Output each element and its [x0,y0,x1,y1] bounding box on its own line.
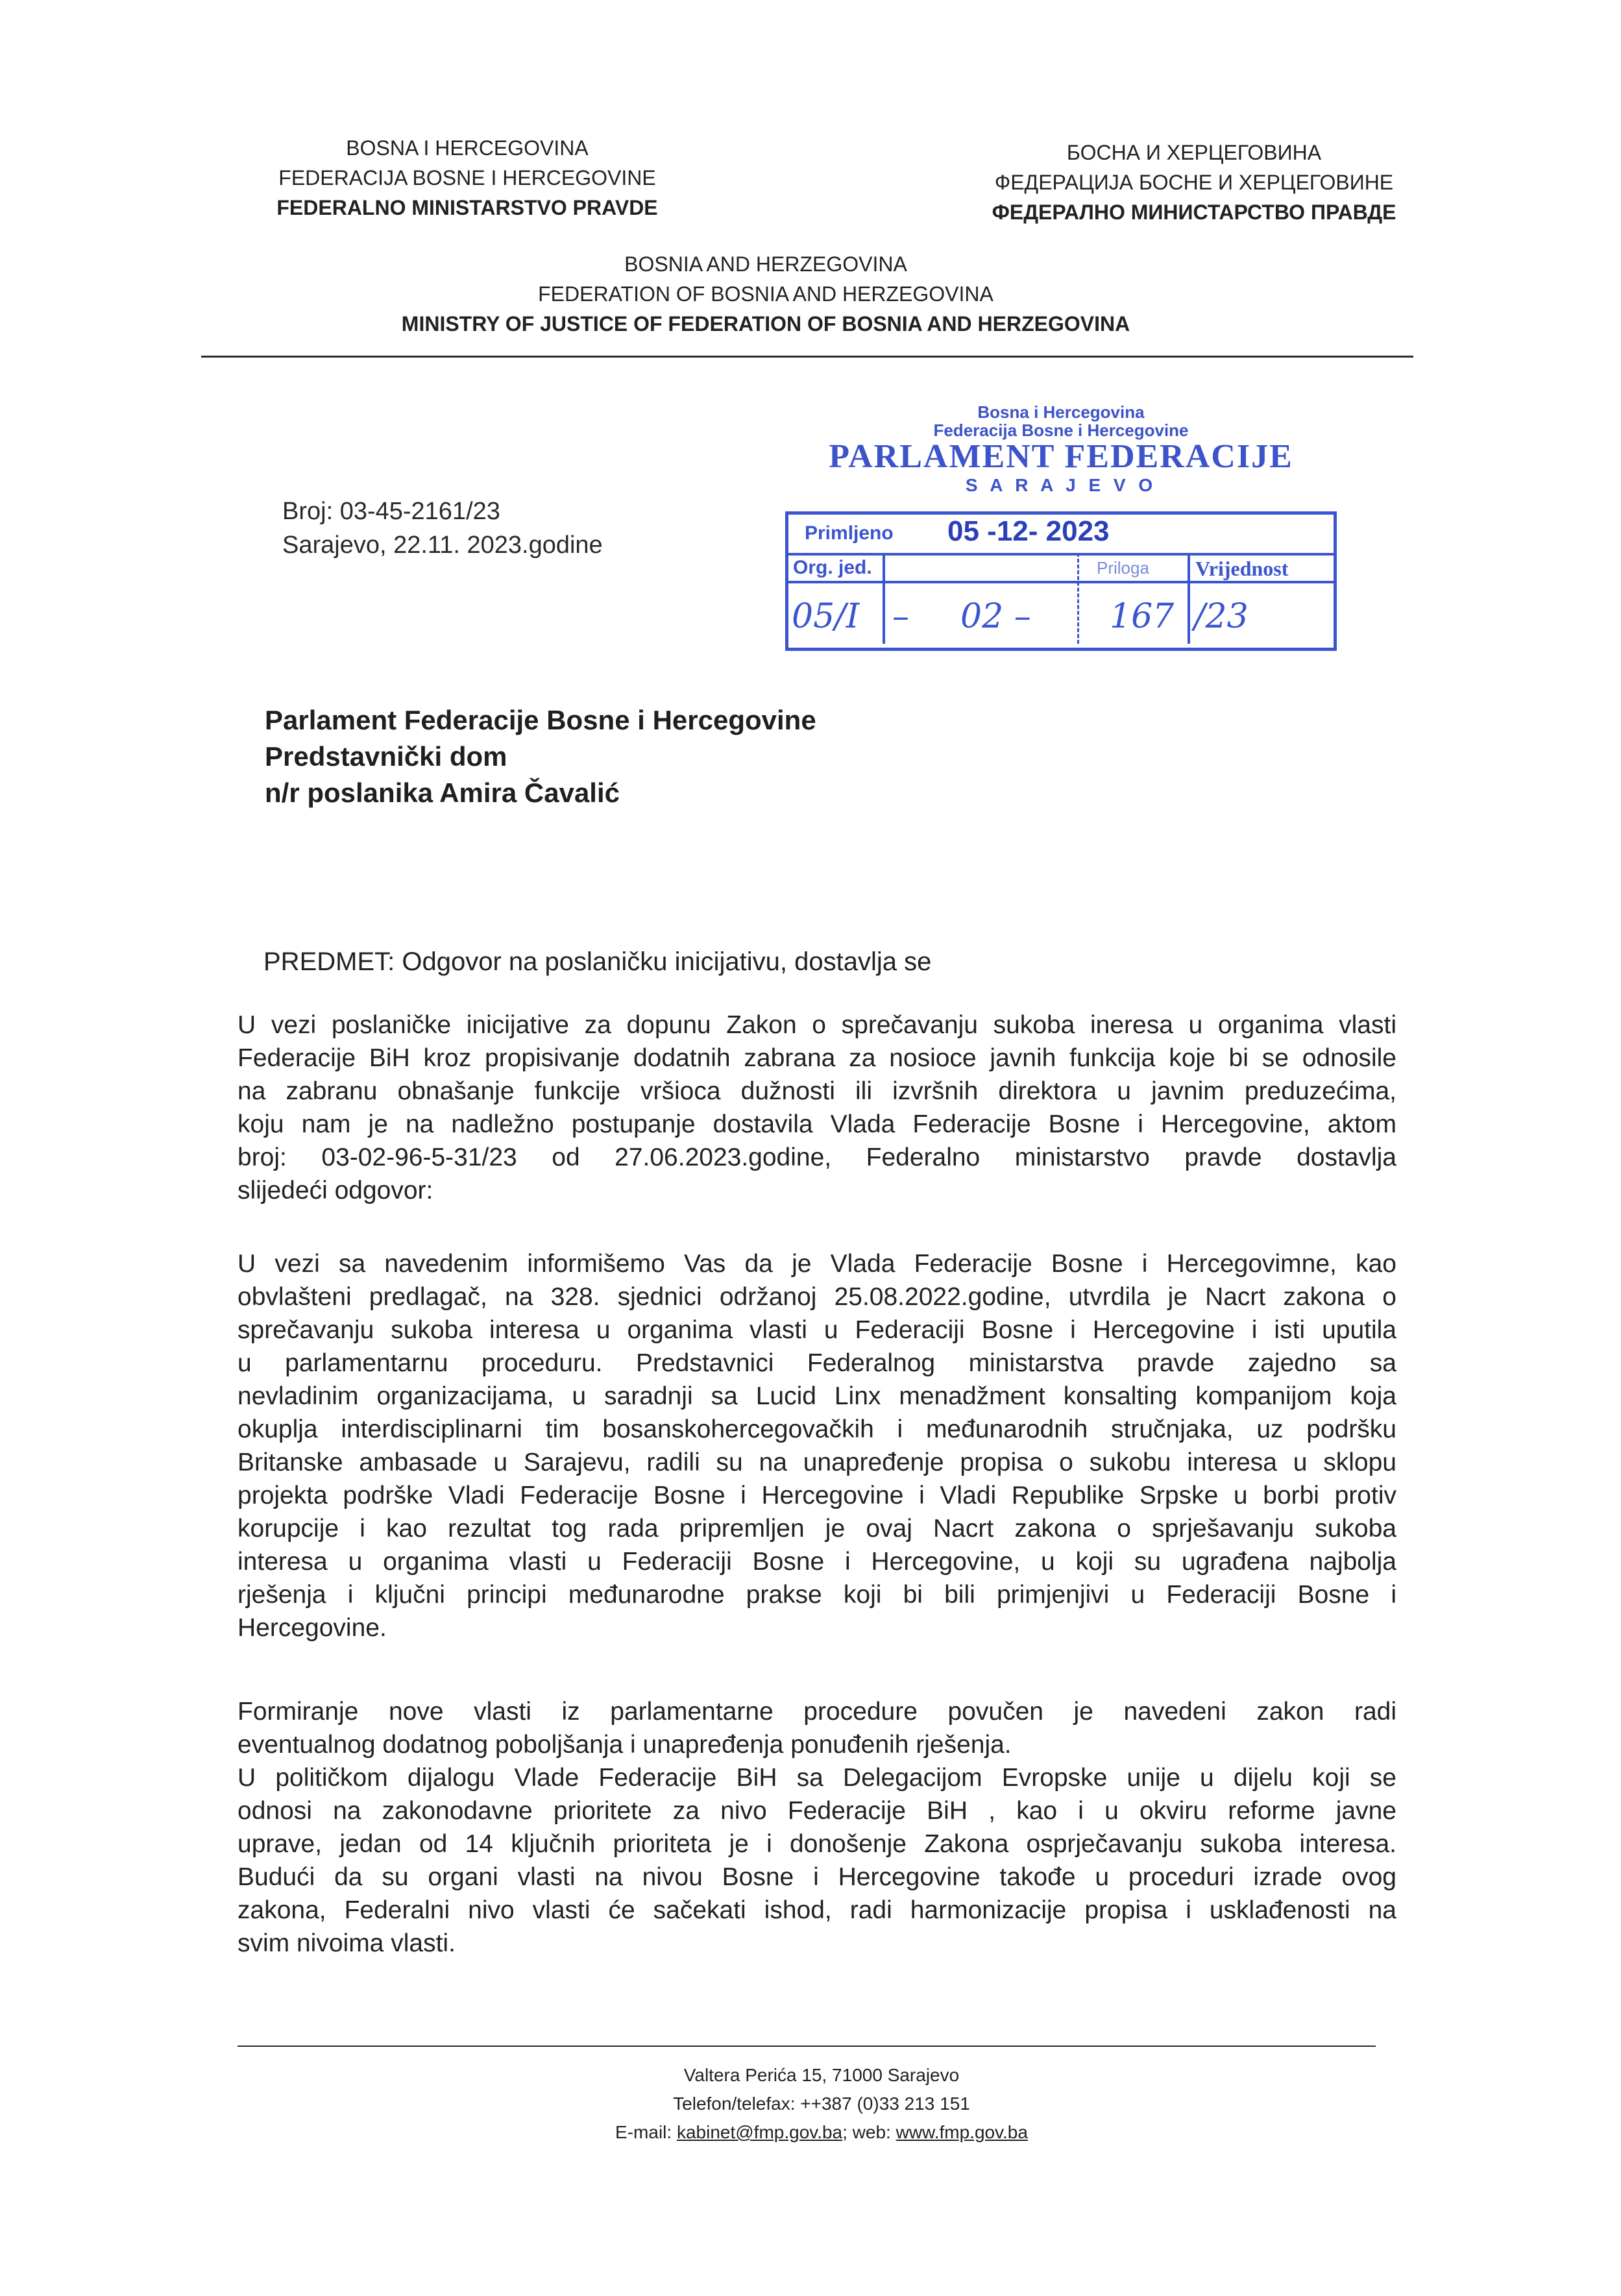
paragraph-3-line: Formiranje nove vlasti iz parlamentarne procedure povučen je navedeni zakon radi [238,1698,1396,1726]
stamp-hand-num2: 167 [1110,597,1175,636]
header-left [240,133,694,223]
stamp-row-divider [785,553,1337,556]
header-right [960,138,1428,227]
addressee-line-1: Parlament Federacije Bosne i Hercegovine [265,705,816,735]
stamp-line-1: Bosna i Hercegovina [977,402,1145,422]
footer-block [432,2061,1211,2147]
paragraph-3-line: odnosi na zakonodavne prioritete za nivo Federacije BiH , kao i u okviru reforme javne [238,1797,1396,1825]
paragraph-1-line: koju nam je na nadležno postupanje dostavila Vlada Federacije Bosne i Hercegovine, aktom [238,1110,1396,1138]
header-right-line-2: ФЕДЕРАЦИЈА БОСНЕ И ХЕРЦЕГОВИНЕ [994,171,1394,194]
stamp-col-divider-3 [1188,553,1190,644]
addressee-line-2: Predstavnički dom [265,741,507,772]
paragraph-2-line: rješenja i ključni principi međunarodne prakse koji bi bili primjenjivi u Federaciji Bosne i [238,1581,1396,1609]
header-left-line-1: BOSNA I HERCEGOVINA [346,136,589,160]
stamp-line-3: PARLAMENT FEDERACIJE [829,438,1293,475]
stamp-value-label: Vrijednost [1195,557,1289,580]
stamp-col-divider-2 [1077,553,1079,644]
paragraph-1-line: slijedeći odgovor: [238,1177,433,1204]
paragraph-2-line: u parlamentarnu proceduru. Predstavnici Federalnog ministarstva pravde zajedno sa [238,1349,1396,1377]
paragraph-2-line: Britanske ambasade u Sarajevu, radili su na unapređenje propisa o sukobu interesa u sklopu [238,1448,1396,1476]
addressee-line-3: n/r poslanika Amira Čavalić [265,777,620,808]
paragraph-2-line: obvlašteni predlagač, na 328. sjednici održanoj 25.08.2022.godine, utvrdila je Nacrt zakona o [238,1283,1396,1311]
stamp-hand-dash: – [892,597,909,636]
footer-email-link[interactable]: kabinet@fmp.gov.ba [676,2122,843,2142]
addressee-block [265,702,1043,811]
footer-divider [238,2046,1376,2047]
header-right-line-1: БОСНА И ХЕРЦЕГОВИНА [1066,141,1322,164]
subject-line: PREDMET: Odgovor na poslaničku inicijativu, dostavlja se [263,947,932,976]
footer-phone: Telefon/telefax: ++387 (0)33 213 151 [673,2094,970,2114]
paragraph-3-line: Budući da su organi vlasti na nivou Bosne i Hercegovine takođe u proceduri izrade ovog [238,1863,1396,1891]
stamp-hand-num1: 02 – [960,597,1031,636]
stamp-received-label: Primljeno [805,522,894,544]
header-left-line-3: FEDERALNO MINISTARSTVO PRAVDE [276,196,658,219]
header-left-line-2: FEDERACIJA BOSNE I HERCEGOVINE [278,166,656,189]
paragraph-2 [238,1247,1396,1644]
header-center-line-2: FEDERATION OF BOSNIA AND HERZEGOVINA [538,282,993,306]
paragraph-2-line: interesa u organima vlasti u Federaciji Bosne i Hercegovine, u koji su ugrađena najbolja [238,1548,1396,1576]
stamp-org-label: Org. jed. [793,557,872,578]
header-divider [201,356,1413,358]
paragraph-2-line: sprečavanju sukoba interesa u organima vlasti u Federaciji Bosne i Hercegovine i isti uputila [238,1316,1396,1344]
paragraph-1 [238,1008,1396,1207]
paragraph-2-line: okuplja interdisciplinarni tim bosanskohercegovačkih i međunarodnih stručnjaka, uz podršku [238,1415,1396,1443]
stamp-received-date: 05 -12- 2023 [947,515,1110,547]
header-center [324,249,1207,339]
stamp-row-divider-2 [785,581,1337,583]
document-place-date: Sarajevo, 22.11. 2023.godine [282,531,603,559]
header-center-line-1: BOSNIA AND HERZEGOVINA [624,252,907,276]
header-center-line-3: MINISTRY OF JUSTICE OF FEDERATION OF BOSNIA AND HERZEGOVINA [401,312,1130,336]
footer-email-label: E-mail: [615,2122,677,2142]
paragraph-3 [238,1695,1396,1960]
paragraph-3-line: U političkom dijalogu Vlade Federacije BiH sa Delegacijom Evropske unije u dijelu koji se [238,1764,1396,1792]
document-meta [282,495,737,562]
stamp-hand-year: /23 [1194,597,1249,636]
document-number: Broj: 03-45-2161/23 [282,498,500,525]
paragraph-1-line: U vezi poslaničke inicijative za dopunu Zakon o sprečavanju sukoba ineresa u organima vlasti [238,1011,1396,1039]
stamp-col-divider-1 [883,553,885,644]
paragraph-2-line: U vezi sa navedenim informišemo Vas da je Vlada Federacije Bosne i Hercegovimne, kao [238,1250,1396,1278]
paragraph-2-line: nevladinim organizacijama, u saradnji sa Lucid Linx menadžment konsalting kompanijom koja [238,1382,1396,1410]
footer-address: Valtera Perića 15, 71000 Sarajevo [683,2065,960,2085]
paragraph-2-line: Hercegovine. [238,1614,387,1642]
paragraph-3-line: zakona, Federalni nivo vlasti će sačekati ishod, radi harmonizacije propisa i usklađenosti na [238,1896,1396,1924]
paragraph-1-line: Federacije BiH kroz propisivanje dodatnih zabrana za nosioce javnih funkcija koje bi se odnosile [238,1044,1396,1072]
paragraph-2-line: projekta podrške Vladi Federacije Bosne i Hercegovine i Vladi Republike Srpske u borbi protiv [238,1482,1396,1509]
stamp-line-2: Federacija Bosne i Hercegovine [933,421,1189,440]
paragraph-1-line: broj: 03-02-96-5-31/23 od 27.06.2023.godine, Federalno ministarstvo pravde dostavlja [238,1143,1396,1171]
footer-contacts [432,2118,1211,2147]
header-right-line-3: ФЕДЕРАЛНО МИНИСТАРСТВО ПРАВДЕ [992,201,1396,224]
footer-web-link[interactable]: www.fmp.gov.ba [896,2122,1028,2142]
footer-web-label: ; web: [842,2122,896,2142]
stamp-line-4: S A R A J E V O [965,475,1157,495]
stamp-attachments-label: Priloga [1097,558,1149,578]
paragraph-2-line: korupcije i kao rezultat tog rada pripremljen je ovaj Nacrt zakona o sprješavanju sukoba [238,1515,1396,1543]
paragraph-1-line: na zabranu obnašanje funkcije vršioca dužnosti ili izvršnih direktora u javnim preduzećima, [238,1077,1396,1105]
parliament-stamp [772,402,1350,675]
paragraph-3-line: svim nivoima vlasti. [238,1929,456,1957]
paragraph-3-line: uprave, jedan od 14 ključnih prioriteta je i donošenje Zakona osprječavanju sukoba interesa. [238,1830,1396,1858]
paragraph-3-line: eventualnog dodatnog poboljšanja i unapređenja ponuđenih rješenja. [238,1731,1012,1759]
stamp-hand-org: 05/I [792,597,860,636]
